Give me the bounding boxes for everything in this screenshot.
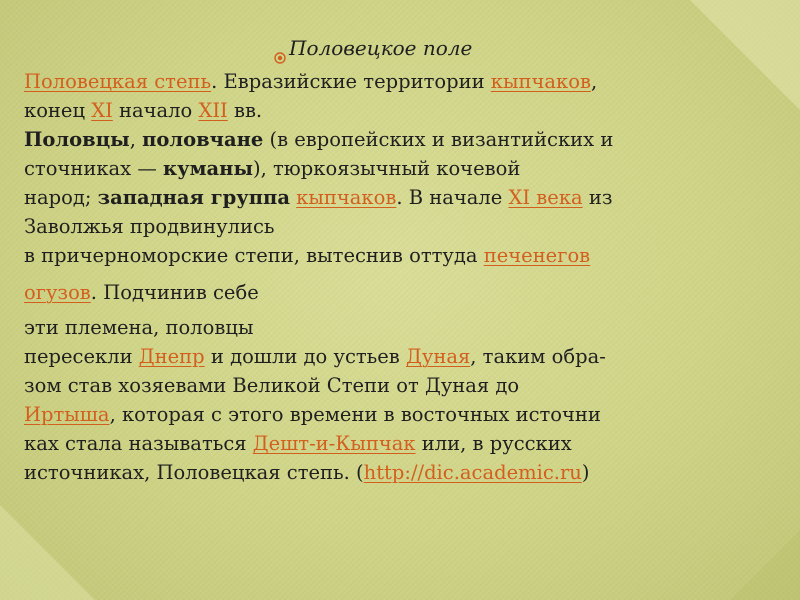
text-run: зом став хозяевами Великой Степи от Дуная до	[24, 374, 520, 397]
text-line	[24, 154, 784, 183]
text-line	[24, 342, 784, 371]
text-run: начало	[112, 99, 199, 122]
text-line	[24, 371, 784, 400]
link-dunay[interactable]: Дуная	[406, 345, 471, 368]
text-line	[24, 241, 784, 270]
decorative-corner-bottom-right	[730, 530, 800, 600]
link-irtysh[interactable]: Иртыша	[24, 403, 110, 426]
text-run: и дошли до устьев	[204, 345, 406, 368]
text-run: ), тюркоязычный кочевой	[253, 157, 521, 180]
text-line	[24, 429, 784, 458]
link-oguzy[interactable]: огузов	[24, 281, 91, 304]
decorative-corner-bottom-left	[0, 505, 95, 600]
text-line	[24, 400, 784, 429]
slide-heading	[274, 34, 472, 62]
text-run: . Евразийские территории	[211, 70, 491, 93]
text-run: , которая с этого времени в восточных источни	[109, 403, 601, 426]
text-run: ,	[129, 128, 143, 151]
link-dnepr[interactable]: Днепр	[138, 345, 205, 368]
text-run: . В начале	[396, 186, 509, 209]
text-line	[24, 67, 784, 96]
text-run: из	[582, 186, 613, 209]
text-run: , таким обра-	[470, 345, 606, 368]
text-line	[24, 458, 784, 487]
link-pechenegi[interactable]: печенегов	[483, 244, 591, 267]
text-line	[24, 183, 784, 212]
text-run: ,	[590, 70, 598, 93]
text-run: сточниках —	[24, 157, 164, 180]
text-run: пересекли	[24, 345, 139, 368]
link-source-url[interactable]: http://dic.academic.ru	[363, 461, 582, 484]
article-text	[24, 67, 784, 487]
link-polovetskaya-step[interactable]: Половецкая степь	[24, 70, 212, 93]
heading-text: Половецкое поле	[289, 36, 473, 60]
text-run: или, в русских	[415, 432, 572, 455]
text-run: конец	[24, 99, 92, 122]
text-line	[24, 96, 784, 125]
link-kypchaki[interactable]: кыпчаков	[296, 186, 397, 209]
bold-term: западная группа	[97, 186, 290, 209]
bold-term: Половцы	[24, 128, 130, 151]
text-run: источниках, Половецкая степь. (	[24, 461, 364, 484]
text-line	[24, 125, 784, 154]
text-line	[24, 313, 784, 342]
text-run: народ;	[24, 186, 98, 209]
link-xi-veka[interactable]: XI века	[508, 186, 583, 209]
text-run: в причерноморские степи, вытеснив оттуда	[24, 244, 484, 267]
text-run: ках стала называться	[24, 432, 253, 455]
link-xi-century[interactable]: XI	[91, 99, 113, 122]
text-line	[24, 212, 784, 241]
bold-term: куманы	[163, 157, 254, 180]
text-run: )	[581, 461, 590, 484]
text-run: (в европейских и византийских и	[263, 128, 614, 151]
text-run: вв.	[227, 99, 263, 122]
text-line	[24, 278, 784, 307]
link-desht-i-kypchak[interactable]: Дешт-и-Кыпчак	[252, 432, 416, 455]
text-run: эти племена, половцы	[24, 316, 254, 339]
link-kypchaki[interactable]: кыпчаков	[490, 70, 591, 93]
target-bullet-icon	[274, 43, 286, 55]
link-xii-century[interactable]: XII	[198, 99, 228, 122]
text-run: . Подчинив себе	[90, 281, 259, 304]
text-run: Заволжья продвинулись	[24, 215, 275, 238]
bold-term: половчане	[142, 128, 264, 151]
